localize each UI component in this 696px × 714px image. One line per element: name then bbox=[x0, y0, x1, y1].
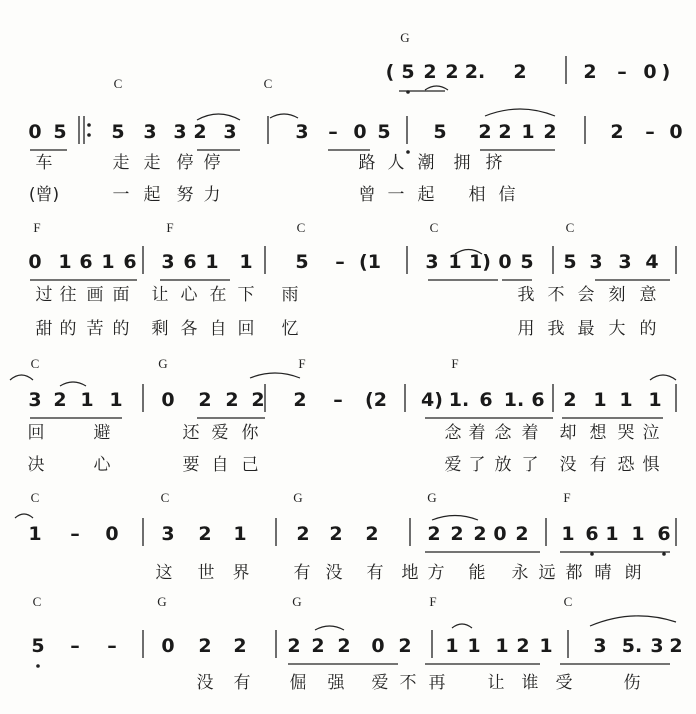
lyric-syllable: 想 bbox=[589, 423, 607, 443]
lyric-syllable: 力 bbox=[203, 185, 221, 205]
lyric-syllable: 远 bbox=[538, 563, 556, 583]
note: 1 bbox=[448, 251, 462, 273]
note: 1 bbox=[495, 635, 509, 657]
tie-arc bbox=[485, 109, 555, 116]
lyric-syllable: 走 bbox=[112, 153, 130, 173]
note: 0 bbox=[498, 251, 512, 273]
lyric-syllable: 在 bbox=[209, 285, 227, 305]
lyric-syllable: 用 bbox=[517, 319, 535, 339]
chord-symbol: C bbox=[263, 76, 273, 91]
lyric-syllable: 忆 bbox=[281, 319, 299, 339]
lyric-syllable: 方 bbox=[427, 563, 445, 583]
tie-arc bbox=[60, 382, 86, 386]
note: – bbox=[328, 121, 338, 143]
lyric-syllable: 信 bbox=[498, 185, 516, 205]
note: 2 bbox=[515, 523, 529, 545]
lyric-syllable: 着 bbox=[468, 423, 486, 443]
tie-arc bbox=[10, 375, 33, 380]
note: – bbox=[70, 523, 80, 545]
note: 4) bbox=[421, 389, 443, 411]
note: 0 bbox=[161, 635, 175, 657]
note: 5. bbox=[621, 635, 643, 657]
note: 3 bbox=[425, 251, 439, 273]
tie-arc bbox=[650, 375, 676, 380]
note: 1 bbox=[58, 251, 72, 273]
note: 2 bbox=[563, 389, 577, 411]
note: 5 bbox=[520, 251, 534, 273]
note: 1 bbox=[648, 389, 662, 411]
note: 2 bbox=[669, 635, 683, 657]
tie-arc bbox=[250, 373, 300, 378]
note: 5 bbox=[433, 121, 447, 143]
lyric-syllable: 有 bbox=[293, 563, 311, 583]
lyric-syllable: 决 bbox=[27, 455, 45, 475]
note: 1 bbox=[445, 635, 459, 657]
lyric-syllable: 意 bbox=[639, 285, 657, 305]
tie-arc bbox=[590, 616, 676, 626]
lower-octave-dot bbox=[406, 90, 410, 94]
note: 6 bbox=[79, 251, 93, 273]
lyric-syllable: 的 bbox=[59, 319, 77, 339]
lyric-syllable: 有 bbox=[366, 563, 384, 583]
lyric-syllable: 路 bbox=[358, 153, 376, 173]
note: 6 bbox=[585, 523, 599, 545]
lyric-syllable: (曾) bbox=[28, 185, 60, 205]
lyric-syllable: 下 bbox=[237, 285, 255, 305]
lyric-syllable: 起 bbox=[417, 185, 435, 205]
note: 2 bbox=[193, 121, 207, 143]
note: 1. bbox=[503, 389, 525, 411]
note: 2 bbox=[473, 523, 487, 545]
note: 3 bbox=[223, 121, 237, 143]
note: 5 bbox=[377, 121, 391, 143]
chord-symbol: F bbox=[33, 220, 41, 235]
lyric-syllable: 往 bbox=[59, 285, 77, 305]
lyric-syllable: 有 bbox=[233, 673, 251, 693]
note: 1 bbox=[28, 523, 42, 545]
lyric-syllable: 不 bbox=[399, 673, 417, 693]
note: 5 bbox=[53, 121, 67, 143]
note: 1 bbox=[631, 523, 645, 545]
lyric-syllable: 念 bbox=[494, 423, 512, 443]
tie-arc bbox=[15, 514, 33, 518]
note: 5 bbox=[31, 635, 45, 657]
note: 2 bbox=[423, 61, 437, 83]
lyric-syllable: 再 bbox=[428, 673, 446, 693]
note: 3 bbox=[161, 523, 175, 545]
lyric-syllable: 相 bbox=[468, 185, 486, 205]
lyric-syllable: 努 bbox=[176, 185, 194, 205]
lyric-syllable: 倔 bbox=[289, 673, 307, 693]
chord-symbol: F bbox=[166, 220, 174, 235]
note: 6 bbox=[183, 251, 197, 273]
chord-symbol: C bbox=[113, 76, 123, 91]
chord-symbol: C bbox=[160, 490, 170, 505]
lyric-syllable: 剩 bbox=[151, 319, 169, 339]
lyric-syllable: 惧 bbox=[642, 455, 660, 475]
note: 2 bbox=[478, 121, 492, 143]
chord-symbol: F bbox=[563, 490, 571, 505]
note: 3 bbox=[143, 121, 157, 143]
lyric-syllable: 爱 bbox=[371, 673, 389, 693]
note: 2. bbox=[464, 61, 486, 83]
note: 2 bbox=[251, 389, 265, 411]
note: 3 bbox=[589, 251, 603, 273]
chord-symbol: C bbox=[30, 490, 40, 505]
note: 6 bbox=[531, 389, 545, 411]
note: 2 bbox=[198, 635, 212, 657]
lower-octave-dot bbox=[590, 552, 594, 556]
note: 1) bbox=[469, 251, 491, 273]
lyric-syllable: 放 bbox=[494, 455, 512, 475]
note: (1 bbox=[359, 251, 381, 273]
note: – bbox=[107, 635, 117, 657]
note: 1 bbox=[561, 523, 575, 545]
lyric-syllable: 起 bbox=[143, 185, 161, 205]
note: 2 bbox=[427, 523, 441, 545]
lyric-syllable: 自 bbox=[211, 455, 229, 475]
lyric-syllable: 界 bbox=[232, 563, 250, 583]
lyric-syllable: 哭 bbox=[617, 423, 635, 443]
lyric-syllable: 伤 bbox=[623, 673, 641, 693]
lyric-syllable: 回 bbox=[237, 319, 255, 339]
lyric-syllable: 晴 bbox=[594, 563, 612, 583]
lyric-syllable: 过 bbox=[35, 285, 53, 305]
lyric-syllable: 泣 bbox=[642, 423, 660, 443]
note: – bbox=[617, 61, 627, 83]
lyric-syllable: 你 bbox=[241, 423, 259, 443]
note: 2 bbox=[198, 389, 212, 411]
lyric-syllable: 有 bbox=[589, 455, 607, 475]
lyric-syllable: 苦 bbox=[86, 319, 104, 339]
lyric-syllable: 受 bbox=[555, 673, 573, 693]
note: 1 bbox=[539, 635, 553, 657]
note: 3 bbox=[28, 389, 42, 411]
note: 1 bbox=[605, 523, 619, 545]
lyric-syllable: 面 bbox=[112, 285, 130, 305]
note: 1 bbox=[619, 389, 633, 411]
lyric-syllable: 我 bbox=[517, 285, 535, 305]
note: 0 bbox=[161, 389, 175, 411]
note: 2 bbox=[329, 523, 343, 545]
note: 2 bbox=[233, 635, 247, 657]
note: 2 bbox=[543, 121, 557, 143]
lyric-syllable: 心 bbox=[93, 455, 111, 475]
lyric-syllable: 不 bbox=[547, 285, 565, 305]
lyric-syllable: 让 bbox=[487, 673, 505, 693]
lyric-syllable: 拥 bbox=[453, 153, 471, 173]
lyric-syllable: 这 bbox=[155, 563, 173, 583]
lyric-syllable: 自 bbox=[209, 319, 227, 339]
lyric-syllable: 了 bbox=[468, 455, 486, 475]
lyric-syllable: 车 bbox=[35, 153, 53, 173]
note: 5 bbox=[111, 121, 125, 143]
tie-arc bbox=[452, 624, 472, 628]
note: 1 bbox=[205, 251, 219, 273]
note: 2 bbox=[583, 61, 597, 83]
lyric-syllable: 一 bbox=[112, 185, 130, 205]
tie-arc bbox=[270, 114, 298, 118]
lyric-syllable: 没 bbox=[325, 563, 343, 583]
note: 1 bbox=[233, 523, 247, 545]
note: 0 bbox=[643, 61, 657, 83]
chord-symbol: C bbox=[429, 220, 439, 235]
lyric-syllable: 世 bbox=[197, 563, 215, 583]
lower-octave-dot bbox=[36, 664, 40, 668]
lyric-syllable: 要 bbox=[182, 455, 200, 475]
chord-symbol: F bbox=[298, 356, 306, 371]
note: 2 bbox=[498, 121, 512, 143]
note: 0 bbox=[493, 523, 507, 545]
note: 0 bbox=[669, 121, 683, 143]
note: 1 bbox=[521, 121, 535, 143]
note: 2 bbox=[225, 389, 239, 411]
lyric-syllable: 最 bbox=[577, 319, 595, 339]
note: ( bbox=[385, 61, 395, 83]
lyric-syllable: 让 bbox=[151, 285, 169, 305]
chord-symbol: C bbox=[563, 594, 573, 609]
note: 0 bbox=[28, 251, 42, 273]
lyric-syllable: 避 bbox=[93, 423, 111, 443]
chord-symbol: C bbox=[32, 594, 42, 609]
lower-octave-dot bbox=[406, 150, 410, 154]
lyric-syllable: 没 bbox=[196, 673, 214, 693]
note: 1 bbox=[80, 389, 94, 411]
note: 0 bbox=[28, 121, 42, 143]
note: 3 bbox=[593, 635, 607, 657]
chord-symbol: G bbox=[427, 490, 437, 505]
repeat-dot bbox=[87, 133, 91, 137]
chord-symbol: G bbox=[293, 490, 303, 505]
chord-symbol: G bbox=[292, 594, 302, 609]
lyric-syllable: 都 bbox=[565, 563, 583, 583]
note: 2 bbox=[398, 635, 412, 657]
note: 0 bbox=[353, 121, 367, 143]
lyric-syllable: 大 bbox=[608, 319, 626, 339]
lower-octave-dot bbox=[662, 552, 666, 556]
lyric-syllable: 的 bbox=[112, 319, 130, 339]
note: 2 bbox=[513, 61, 527, 83]
lyric-syllable: 的 bbox=[639, 319, 657, 339]
lyric-syllable: 画 bbox=[86, 285, 104, 305]
lyric-syllable: 爱 bbox=[211, 423, 229, 443]
note: 4 bbox=[645, 251, 659, 273]
lyric-syllable: 爱 bbox=[444, 455, 462, 475]
note: 6 bbox=[657, 523, 671, 545]
note: 2 bbox=[337, 635, 351, 657]
note: 6 bbox=[479, 389, 493, 411]
note: 3 bbox=[295, 121, 309, 143]
note: 3 bbox=[618, 251, 632, 273]
chord-symbol: G bbox=[157, 594, 167, 609]
lyric-syllable: 还 bbox=[182, 423, 200, 443]
note: 2 bbox=[296, 523, 310, 545]
note: 1 bbox=[101, 251, 115, 273]
lyric-syllable: 没 bbox=[559, 455, 577, 475]
note: 1 bbox=[467, 635, 481, 657]
lyric-syllable: 却 bbox=[559, 423, 577, 443]
lyric-syllable: 走 bbox=[143, 153, 161, 173]
lyric-syllable: 各 bbox=[180, 319, 198, 339]
lyric-syllable: 恐 bbox=[617, 455, 635, 475]
chord-symbol: C bbox=[296, 220, 306, 235]
lyric-syllable: 强 bbox=[327, 673, 345, 693]
note: 2 bbox=[365, 523, 379, 545]
lyric-syllable: 停 bbox=[203, 153, 221, 173]
lyric-syllable: 甜 bbox=[35, 319, 53, 339]
lyric-syllable: 刻 bbox=[608, 285, 626, 305]
note: 2 bbox=[450, 523, 464, 545]
note: 2 bbox=[516, 635, 530, 657]
note: 0 bbox=[105, 523, 119, 545]
lyric-syllable: 永 bbox=[511, 563, 529, 583]
lyric-syllable: 挤 bbox=[485, 153, 503, 173]
note: ) bbox=[661, 61, 671, 83]
note: 3 bbox=[161, 251, 175, 273]
note: 2 bbox=[287, 635, 301, 657]
lyric-syllable: 人 bbox=[387, 153, 405, 173]
lyric-syllable: 回 bbox=[27, 423, 45, 443]
lyric-syllable: 了 bbox=[521, 455, 539, 475]
note: 2 bbox=[610, 121, 624, 143]
lyric-syllable: 念 bbox=[444, 423, 462, 443]
note: 3 bbox=[650, 635, 664, 657]
lyric-syllable: 潮 bbox=[417, 153, 435, 173]
note: 1 bbox=[593, 389, 607, 411]
note: – bbox=[335, 251, 345, 273]
lyric-syllable: 一 bbox=[387, 185, 405, 205]
lyric-syllable: 朗 bbox=[624, 563, 642, 583]
lyric-syllable: 着 bbox=[521, 423, 539, 443]
note: 5 bbox=[295, 251, 309, 273]
note: 1. bbox=[448, 389, 470, 411]
tie-arc bbox=[432, 516, 478, 521]
lyric-syllable: 地 bbox=[401, 563, 419, 583]
lyric-syllable: 会 bbox=[577, 285, 595, 305]
note: 1 bbox=[239, 251, 253, 273]
tie-arc bbox=[197, 114, 240, 120]
lyric-syllable: 心 bbox=[180, 285, 198, 305]
note: – bbox=[70, 635, 80, 657]
note: – bbox=[333, 389, 343, 411]
chord-symbol: F bbox=[429, 594, 437, 609]
chord-symbol: G bbox=[400, 30, 410, 45]
note: 2 bbox=[311, 635, 325, 657]
repeat-dot bbox=[87, 123, 91, 127]
note: – bbox=[645, 121, 655, 143]
chord-symbol: F bbox=[451, 356, 459, 371]
note: 3 bbox=[173, 121, 187, 143]
lyric-syllable: 能 bbox=[468, 563, 486, 583]
lyric-syllable: 停 bbox=[176, 153, 194, 173]
note: 5 bbox=[563, 251, 577, 273]
chord-symbol: C bbox=[30, 356, 40, 371]
note: 2 bbox=[53, 389, 67, 411]
tie-arc bbox=[315, 626, 344, 630]
note: 2 bbox=[293, 389, 307, 411]
note: 2 bbox=[198, 523, 212, 545]
chord-symbol: C bbox=[565, 220, 575, 235]
lyric-syllable: 曾 bbox=[358, 185, 376, 205]
lyric-syllable: 雨 bbox=[281, 285, 299, 305]
note: 5 bbox=[401, 61, 415, 83]
lyric-syllable: 我 bbox=[547, 319, 565, 339]
lyric-syllable: 谁 bbox=[521, 673, 539, 693]
note: 1 bbox=[109, 389, 123, 411]
note: (2 bbox=[365, 389, 387, 411]
note: 6 bbox=[123, 251, 137, 273]
lyric-syllable: 己 bbox=[241, 455, 259, 475]
note: 2 bbox=[445, 61, 459, 83]
tie-arc bbox=[425, 86, 448, 90]
chord-symbol: G bbox=[158, 356, 168, 371]
note: 0 bbox=[371, 635, 385, 657]
